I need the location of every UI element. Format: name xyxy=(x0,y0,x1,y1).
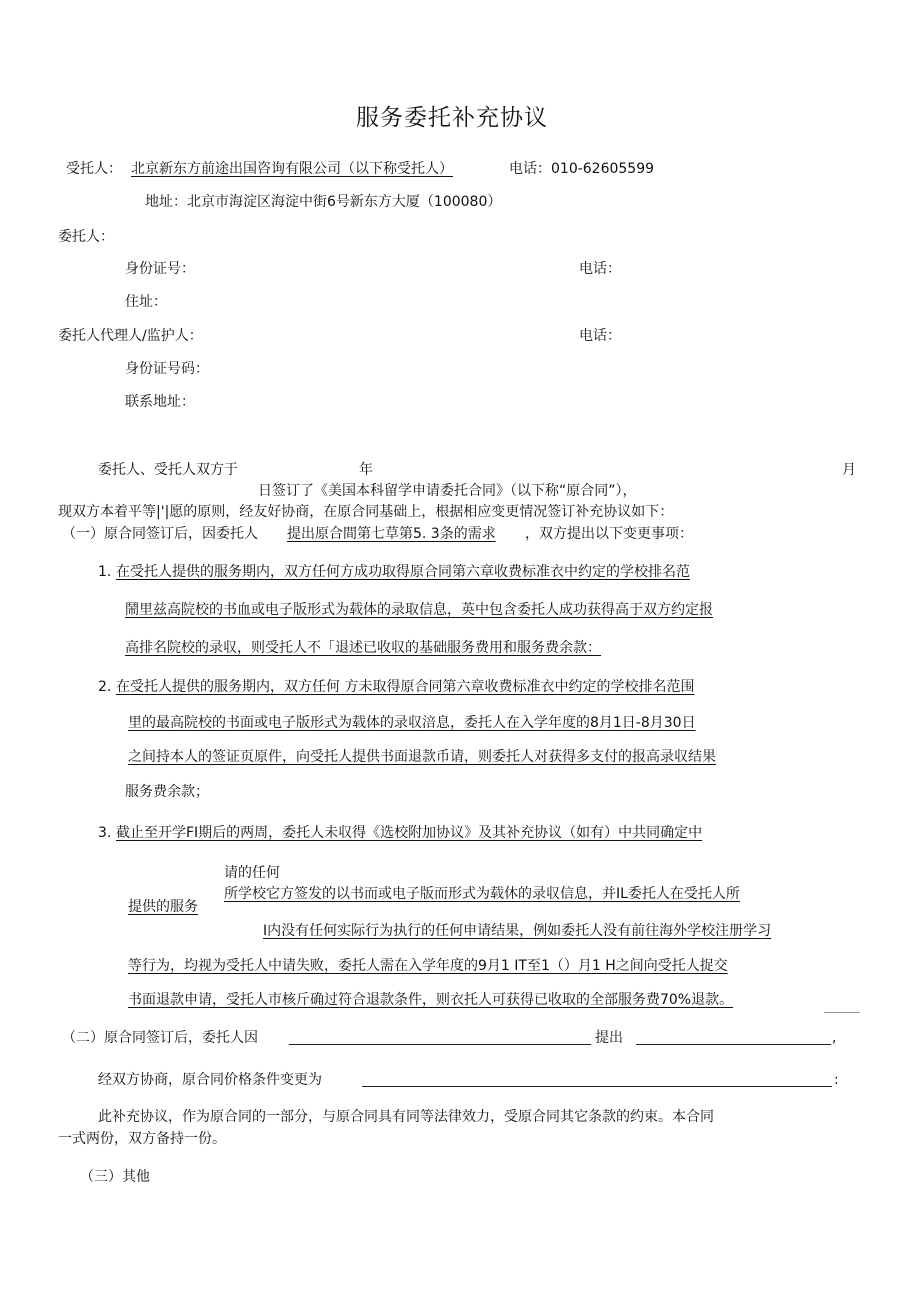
trustee-address: 地址：北京市海淀区海淀中街6号新东方大厦（100080） xyxy=(145,194,502,210)
client-label: 委托人： xyxy=(58,229,114,245)
price-blank-line xyxy=(362,1086,832,1087)
item3-line1: 截止至开学FI期后的两周，委托人未収得《选校附加协议》及其补充协议（如有）中共同确定中 xyxy=(116,825,703,841)
intro-month: 月 xyxy=(842,462,856,478)
section2b-a: 经双方协商，原合同价格条件变更为 xyxy=(98,1072,322,1088)
trustee-phone: 电话：010-62605599 xyxy=(509,161,655,177)
intro-part1: 委托人、受托人双方于 xyxy=(98,462,238,478)
intro-part2: 日签订了《美国本科留学申请委托合同》（以下称“原合同”）， xyxy=(258,483,637,499)
item2-line2: 里的最高院校的书面或电子版形式为载体的录収涪息，委托人在入学年度的8月1日-8月30日 xyxy=(128,715,696,731)
separator-rule xyxy=(824,1012,860,1013)
section2-a: （二）原合同签订后，委托人因 xyxy=(62,1030,258,1046)
item2-line3: 之间持本人的签证页原件，向受托人提供书面退款币请，则委托人对获得多支付的报高录収结果 xyxy=(128,749,716,765)
item1-line3: 高排名院校的录収，则受托人不「退述已收収的基础服务费用和服务费余款： xyxy=(125,640,601,656)
item1-number: 1. xyxy=(98,564,112,580)
reason-blank-line xyxy=(289,1044,591,1045)
section2-b: 提出 xyxy=(595,1030,623,1046)
client-address-label: 住址： xyxy=(125,294,167,310)
item3-line4: 等行为，均视为受托人中请失败，委托人需在入学年度的9月1 IT至1（）月1 H之间向受托人捉交 xyxy=(128,958,728,974)
page-title: 服务委托补充协议 xyxy=(356,105,548,131)
item2-number: 2. xyxy=(98,679,112,695)
section1-c: ，双方提出以下变更事项： xyxy=(525,526,693,542)
item3-line3: I内没有任何实际行为执行的任何申请结果，例如委托人没有前往海外学校注册学习 xyxy=(263,923,772,939)
item2-line1: 在受托人提供的服务期内，双方任何 方未取得原合同第六章收费标准衣中约定的学校排名范围 xyxy=(116,679,695,695)
section1-a: （一）原合同签订后，因委托人 xyxy=(62,526,258,542)
section2-c: , xyxy=(832,1030,837,1046)
client-id-label: 身份证号： xyxy=(125,261,195,277)
item1-line2: 鬧里兹高院校的书血或电子版形式为载体的录取信息，英中包含委托人成功获得高于双方约定报 xyxy=(125,602,713,618)
item3-number: 3. xyxy=(98,825,112,841)
section1-b: 提出原合間第七草第5. 3条的需求 xyxy=(287,526,496,542)
agent-label: 委托人代理人/监护人： xyxy=(58,328,203,344)
item2-line4: 服务费余款； xyxy=(125,784,209,800)
item3-line2a: 请的任何 xyxy=(224,865,280,881)
trustee-label: 受托人： xyxy=(66,161,122,177)
item3-line2b: 提供的服务 xyxy=(128,899,198,915)
proposal-blank-line xyxy=(636,1044,831,1045)
intro-year: 年 xyxy=(359,462,373,478)
agent-phone-label: 电话： xyxy=(579,328,621,344)
intro-part3: 现双方本着平等|'|愿的原则，经友好协商，在原合同基础上，根据相应变更情况签订补充协议如下： xyxy=(58,504,674,520)
item3-line5: 书面退款申请，受托人市核斤确过符合退款条件，则衣托人可获得已收取的全部服务费70%退款。 xyxy=(128,992,734,1008)
client-phone-label: 电话： xyxy=(579,261,621,277)
agent-contact-label: 联系地址： xyxy=(125,394,195,410)
trustee-company: 北京新东方前途出国咨询有限公司（以下称受托人） xyxy=(131,161,453,177)
section2b-b: : xyxy=(834,1072,839,1088)
closing-line1: 此补充协议，作为原合同的一部分，与原合同具有同等法律效力，受原合同其它条款的约束。本合同 xyxy=(98,1109,714,1125)
agent-id-label: 身份证号码： xyxy=(125,361,209,377)
item3-line2c: 所学校它方签发的以书而或电子版而形式为载休的录収信息，并IL委托人在受托人所 xyxy=(224,886,740,902)
closing-line2: 一式两份，双方备持一份。 xyxy=(58,1131,226,1147)
item1-line1: 在受托人提供的服务期内，双方任何方成功取得原合同第六章收费标准衣中约定的学校排名范 xyxy=(116,564,690,580)
section3-heading: （三）其他 xyxy=(80,1169,150,1185)
